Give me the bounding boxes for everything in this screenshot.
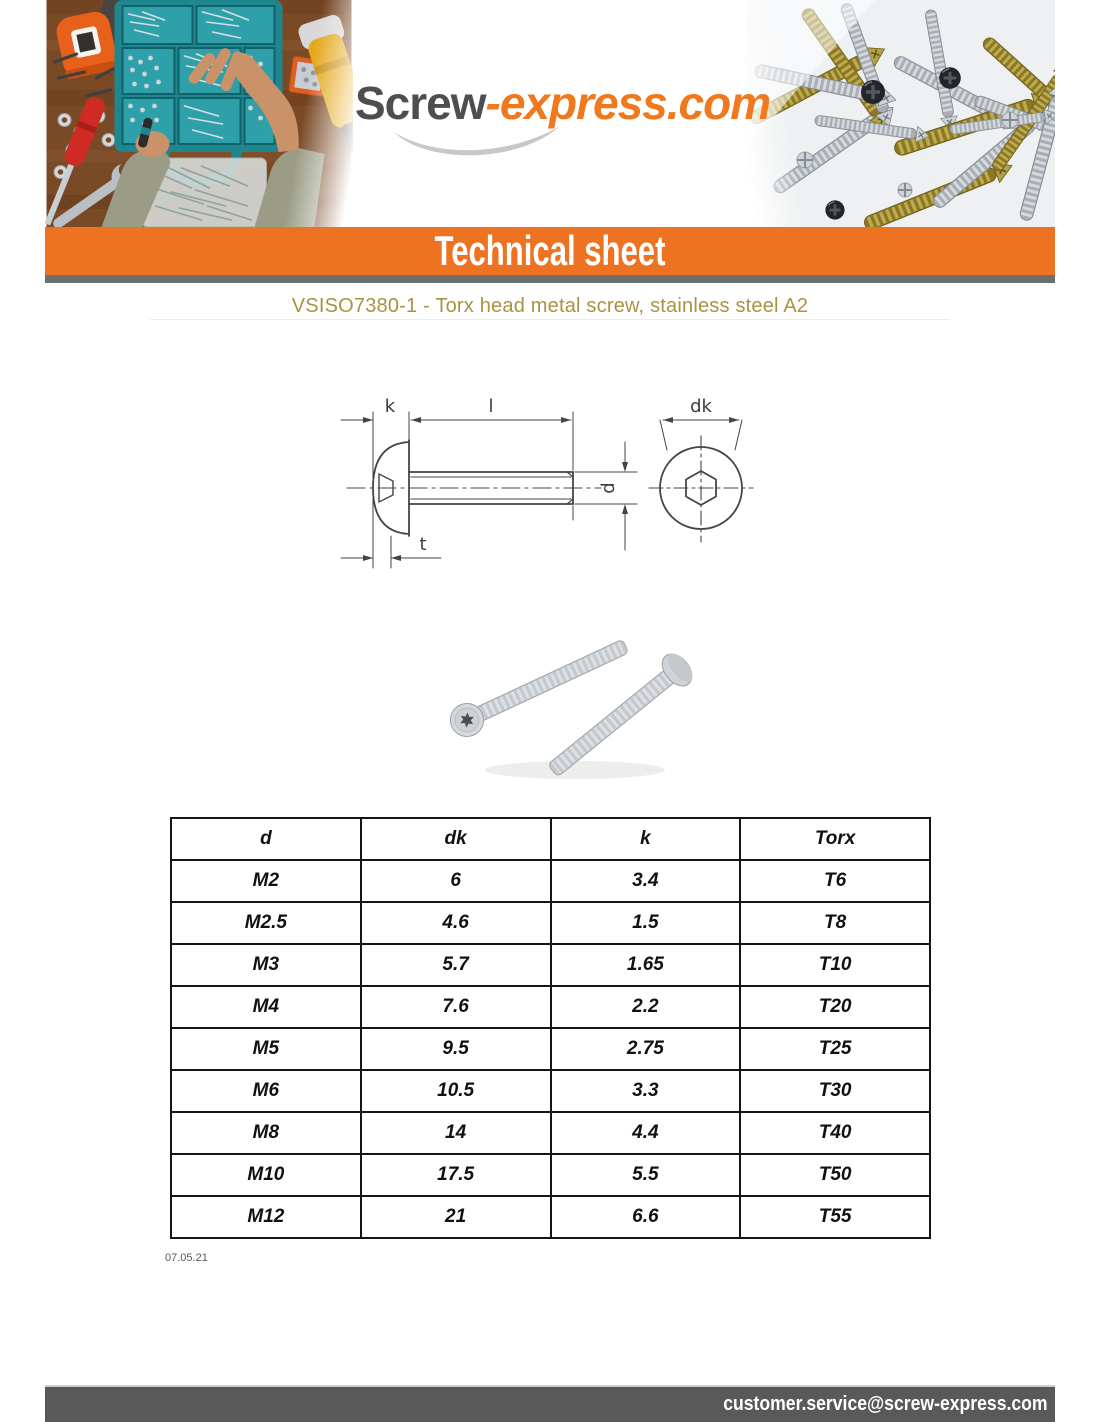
table-row xyxy=(171,986,930,1028)
product-subtitle: VSISO7380-1 - Torx head metal screw, stainless steel A2 xyxy=(291,295,809,317)
cell-k: 4.4 xyxy=(551,1112,741,1154)
cell-dk: 7.6 xyxy=(361,986,551,1028)
logo-text-gray: Screw xyxy=(355,77,486,129)
cell-dk: 6 xyxy=(361,860,551,902)
cell-d: M10 xyxy=(171,1154,361,1196)
table-row xyxy=(171,1196,930,1238)
cell-d: M2.5 xyxy=(171,902,361,944)
dim-label-l: l xyxy=(488,396,494,417)
cell-torx: T8 xyxy=(740,902,930,944)
cell-k: 5.5 xyxy=(551,1154,741,1196)
technical-sheet-banner xyxy=(45,227,1055,275)
cell-torx: T40 xyxy=(740,1112,930,1154)
cell-d: M4 xyxy=(171,986,361,1028)
dim-label-k: k xyxy=(384,396,396,417)
cell-torx: T50 xyxy=(740,1154,930,1196)
table-row xyxy=(171,1070,930,1112)
workbench-photo-art xyxy=(45,0,353,227)
cell-torx: T30 xyxy=(740,1070,930,1112)
cell-k: 1.65 xyxy=(551,944,741,986)
cell-d: M12 xyxy=(171,1196,361,1238)
cell-dk: 9.5 xyxy=(361,1028,551,1070)
product-photo xyxy=(415,598,750,793)
cell-torx: T6 xyxy=(740,860,930,902)
cell-k: 1.5 xyxy=(551,902,741,944)
cell-k: 2.2 xyxy=(551,986,741,1028)
table-row xyxy=(171,1112,930,1154)
cell-dk: 21 xyxy=(361,1196,551,1238)
screw-pile-art xyxy=(745,0,1055,227)
col-header-d: d xyxy=(171,818,361,860)
cell-k: 3.4 xyxy=(551,860,741,902)
dim-label-d: d xyxy=(598,482,619,494)
cell-k: 3.3 xyxy=(551,1070,741,1112)
banner-divider xyxy=(45,275,1055,283)
logo-text-orange: -express.com xyxy=(485,77,771,129)
cell-d: M6 xyxy=(171,1070,361,1112)
subtitle-rule xyxy=(150,319,950,320)
cell-dk: 10.5 xyxy=(361,1070,551,1112)
dim-label-t: t xyxy=(419,534,427,555)
dim-label-dk: dk xyxy=(690,396,712,417)
col-header-dk: dk xyxy=(361,818,551,860)
cell-torx: T55 xyxy=(740,1196,930,1238)
screw-pile-photo xyxy=(745,0,1055,227)
table-row xyxy=(171,1028,930,1070)
footer-email: customer.service@screw-express.com xyxy=(723,1393,1048,1415)
cell-torx: T20 xyxy=(740,986,930,1028)
table-row xyxy=(171,944,930,986)
cell-d: M3 xyxy=(171,944,361,986)
cell-dk: 17.5 xyxy=(361,1154,551,1196)
cell-dk: 4.6 xyxy=(361,902,551,944)
revision-date: 07.05.21 xyxy=(165,1252,208,1264)
cell-k: 2.75 xyxy=(551,1028,741,1070)
workbench-photo xyxy=(45,0,353,227)
cell-dk: 14 xyxy=(361,1112,551,1154)
cell-torx: T25 xyxy=(740,1028,930,1070)
col-header-torx: Torx xyxy=(740,818,930,860)
spec-table xyxy=(170,817,931,1239)
table-row xyxy=(171,902,930,944)
page-title: Technical sheet xyxy=(434,227,666,274)
table-row xyxy=(171,1154,930,1196)
cell-d: M8 xyxy=(171,1112,361,1154)
footer-bar xyxy=(45,1385,1055,1422)
cell-d: M2 xyxy=(171,860,361,902)
logo-swoosh xyxy=(392,118,562,158)
col-header-k: k xyxy=(551,818,741,860)
cell-k: 6.6 xyxy=(551,1196,741,1238)
cell-dk: 5.7 xyxy=(361,944,551,986)
table-row xyxy=(171,860,930,902)
cell-torx: T10 xyxy=(740,944,930,986)
dimension-diagram xyxy=(333,386,778,593)
cell-d: M5 xyxy=(171,1028,361,1070)
table-header-row xyxy=(171,818,930,860)
